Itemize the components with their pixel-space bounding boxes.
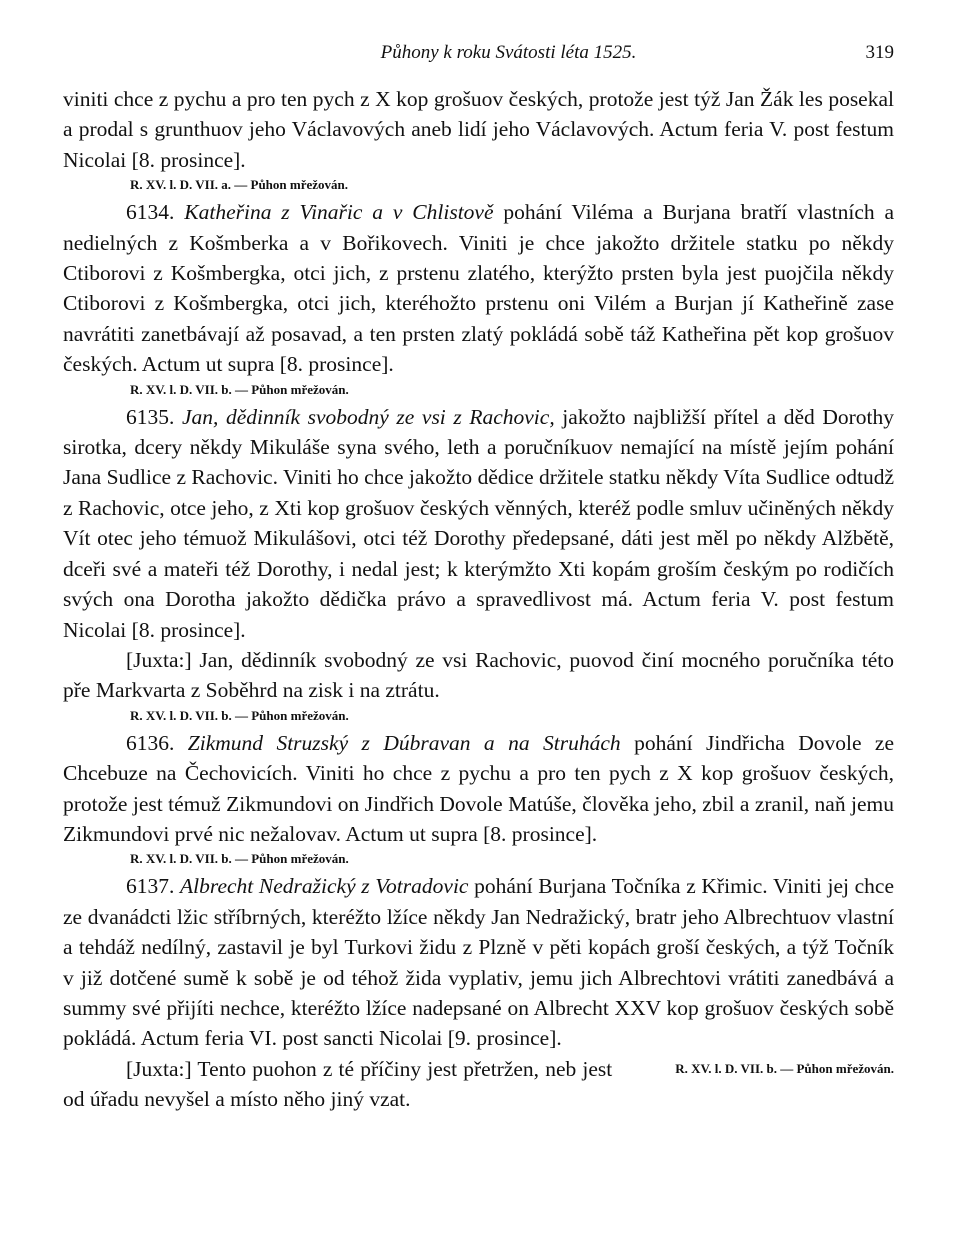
entry-number: 6136.	[126, 730, 175, 755]
entry-text: pohání Jindřicha Dovole ze Chcebuze na Čechovicích. Viniti ho chce z pychu a pro ten pych z X kop grošuov českých, protože jest témuž Zikmundovi on Jindřich Dovole Matúše, člověka jeho, zbil a zranil, naň jemu Zikmundovi prvé nic nežalovav. Actum ut supra [8. prosince].	[63, 730, 895, 846]
entry-6135	[63, 402, 894, 645]
running-title: Půhony k roku Svátosti léta 1525.	[380, 42, 637, 63]
entry-text: pohání Burjana Točníka z Křimic. Viniti jej chce ze dvanádcti lžic stříbrných, kteréžto lžíce někdy Jan Nedražický, bratr jeho Albrechtuov vlastní a tehdáž nedílný, zastavil je byl Turkovi židu z Plzně v pěti kopách groší českých, a týž Točník v již dotčené sumě k sobě je od téhož žida vyplativ, jemu jich Albrechtovi vrátiti zanedbává a summy své přijíti nechce, kteréžto lžíce nadepsané on Albrecht XXV kop grošuov českých sobě pokládá. Actum feria VI. post sancti Nicolai [9. prosince].	[63, 874, 894, 1051]
entry-parties: Albrecht Nedražický z Votradovic	[180, 874, 469, 899]
entry-parties: Jan, dědinník svobodný ze vsi z Rachovic,	[181, 404, 555, 429]
entry-continuation-text: viniti chce z pychu a pro ten pych z X kop grošuov českých, protože jest týž Jan Žák les posekal a prodal s grunthuov jeho Václavových aneb lidí jeho Václavových. Actum feria V. post festum Nicolai [8. prosince].	[63, 87, 894, 172]
entry-6136	[63, 728, 894, 850]
page-number: 319	[865, 42, 894, 63]
juxta-text: [Juxta:] Tento puohon z té příčiny jest přetržen, neb jest od úřadu nevyšel a místo něho jiný vzat.	[63, 1056, 613, 1112]
running-head	[63, 42, 894, 72]
entry-number: 6137.	[126, 874, 175, 899]
entry-juxta-note	[63, 1054, 894, 1115]
archival-reference: R. XV. l. D. VII. b. — Půhon mřežován.	[130, 381, 349, 397]
archival-reference: R. XV. l. D. VII. b. — Půhon mřežován.	[130, 707, 349, 723]
archival-reference: R. XV. l. D. VII. b. — Půhon mřežován.	[675, 1060, 894, 1076]
entry-parties: Katheřina z Vinařic a v Chlistově	[184, 200, 494, 225]
archival-reference: R. XV. l. D. VII. b. — Půhon mřežován.	[130, 851, 349, 867]
entry-number: 6134.	[126, 200, 175, 225]
entry-6137	[63, 871, 894, 1053]
archival-reference: R. XV. l. D. VII. a. — Půhon mřežován.	[130, 177, 349, 193]
entry-text: pohání Viléma a Burjana bratří vlastních a nedielných z Košmberka a v Bořikovech. Viniti je chce jakožto držitele statku po někdy Ctiborovi z Košmbergka, otci jich, z prstenu zlatého, kterýžto prsten byla jest puojčila někdy Ctiborovi z Košmbergka, otci jich, kteréhožto prstenu oni Vilém a Burjan jí Katheřině zase navrátiti zanetbávají až posavad, a ten prsten zlatý pokládá sobě táž Katheřina pět kop grošuov českých. Actum ut supra [8. prosince].	[63, 200, 895, 377]
entry-text: jakožto najbližší přítel a děd Dorothy sirotka, dcery někdy Mikuláše syna svého, leth a poručníkuov nemající na místě jejím pohání Jana Sudlice z Rachovic. Viniti ho chce jakožto dědice držitele statku někdy Víta Sudlice odtudž z Rachovic, otce jeho, z Xti kop grošuov českých věnných, kteréž podle smluv učiněných někdy Vít otec jeho témuož Mikulášovi, otci též Dorothy předepsané, dáti jest měl po někdy Alžbětě, dceři své a mateři též Dorothy, i nedal jest; k kterýmžto Xti kopám groším českým po rodičích svých ona Dorotha jakožto dědička právo a spravedlivost má. Actum feria V. post festum Nicolai [8. prosince].	[63, 404, 895, 642]
entry-juxta-note: [Juxta:] Jan, dědinník svobodný ze vsi Rachovic, puovod činí mocného poručníka této pře Markvarta z Soběhrd na zisk i na ztrátu.	[63, 647, 894, 703]
entry-number: 6135.	[126, 404, 175, 429]
entry-parties: Zikmund Struzský z Dúbravan a na Struhách	[187, 730, 621, 755]
entry-6134	[63, 197, 894, 379]
